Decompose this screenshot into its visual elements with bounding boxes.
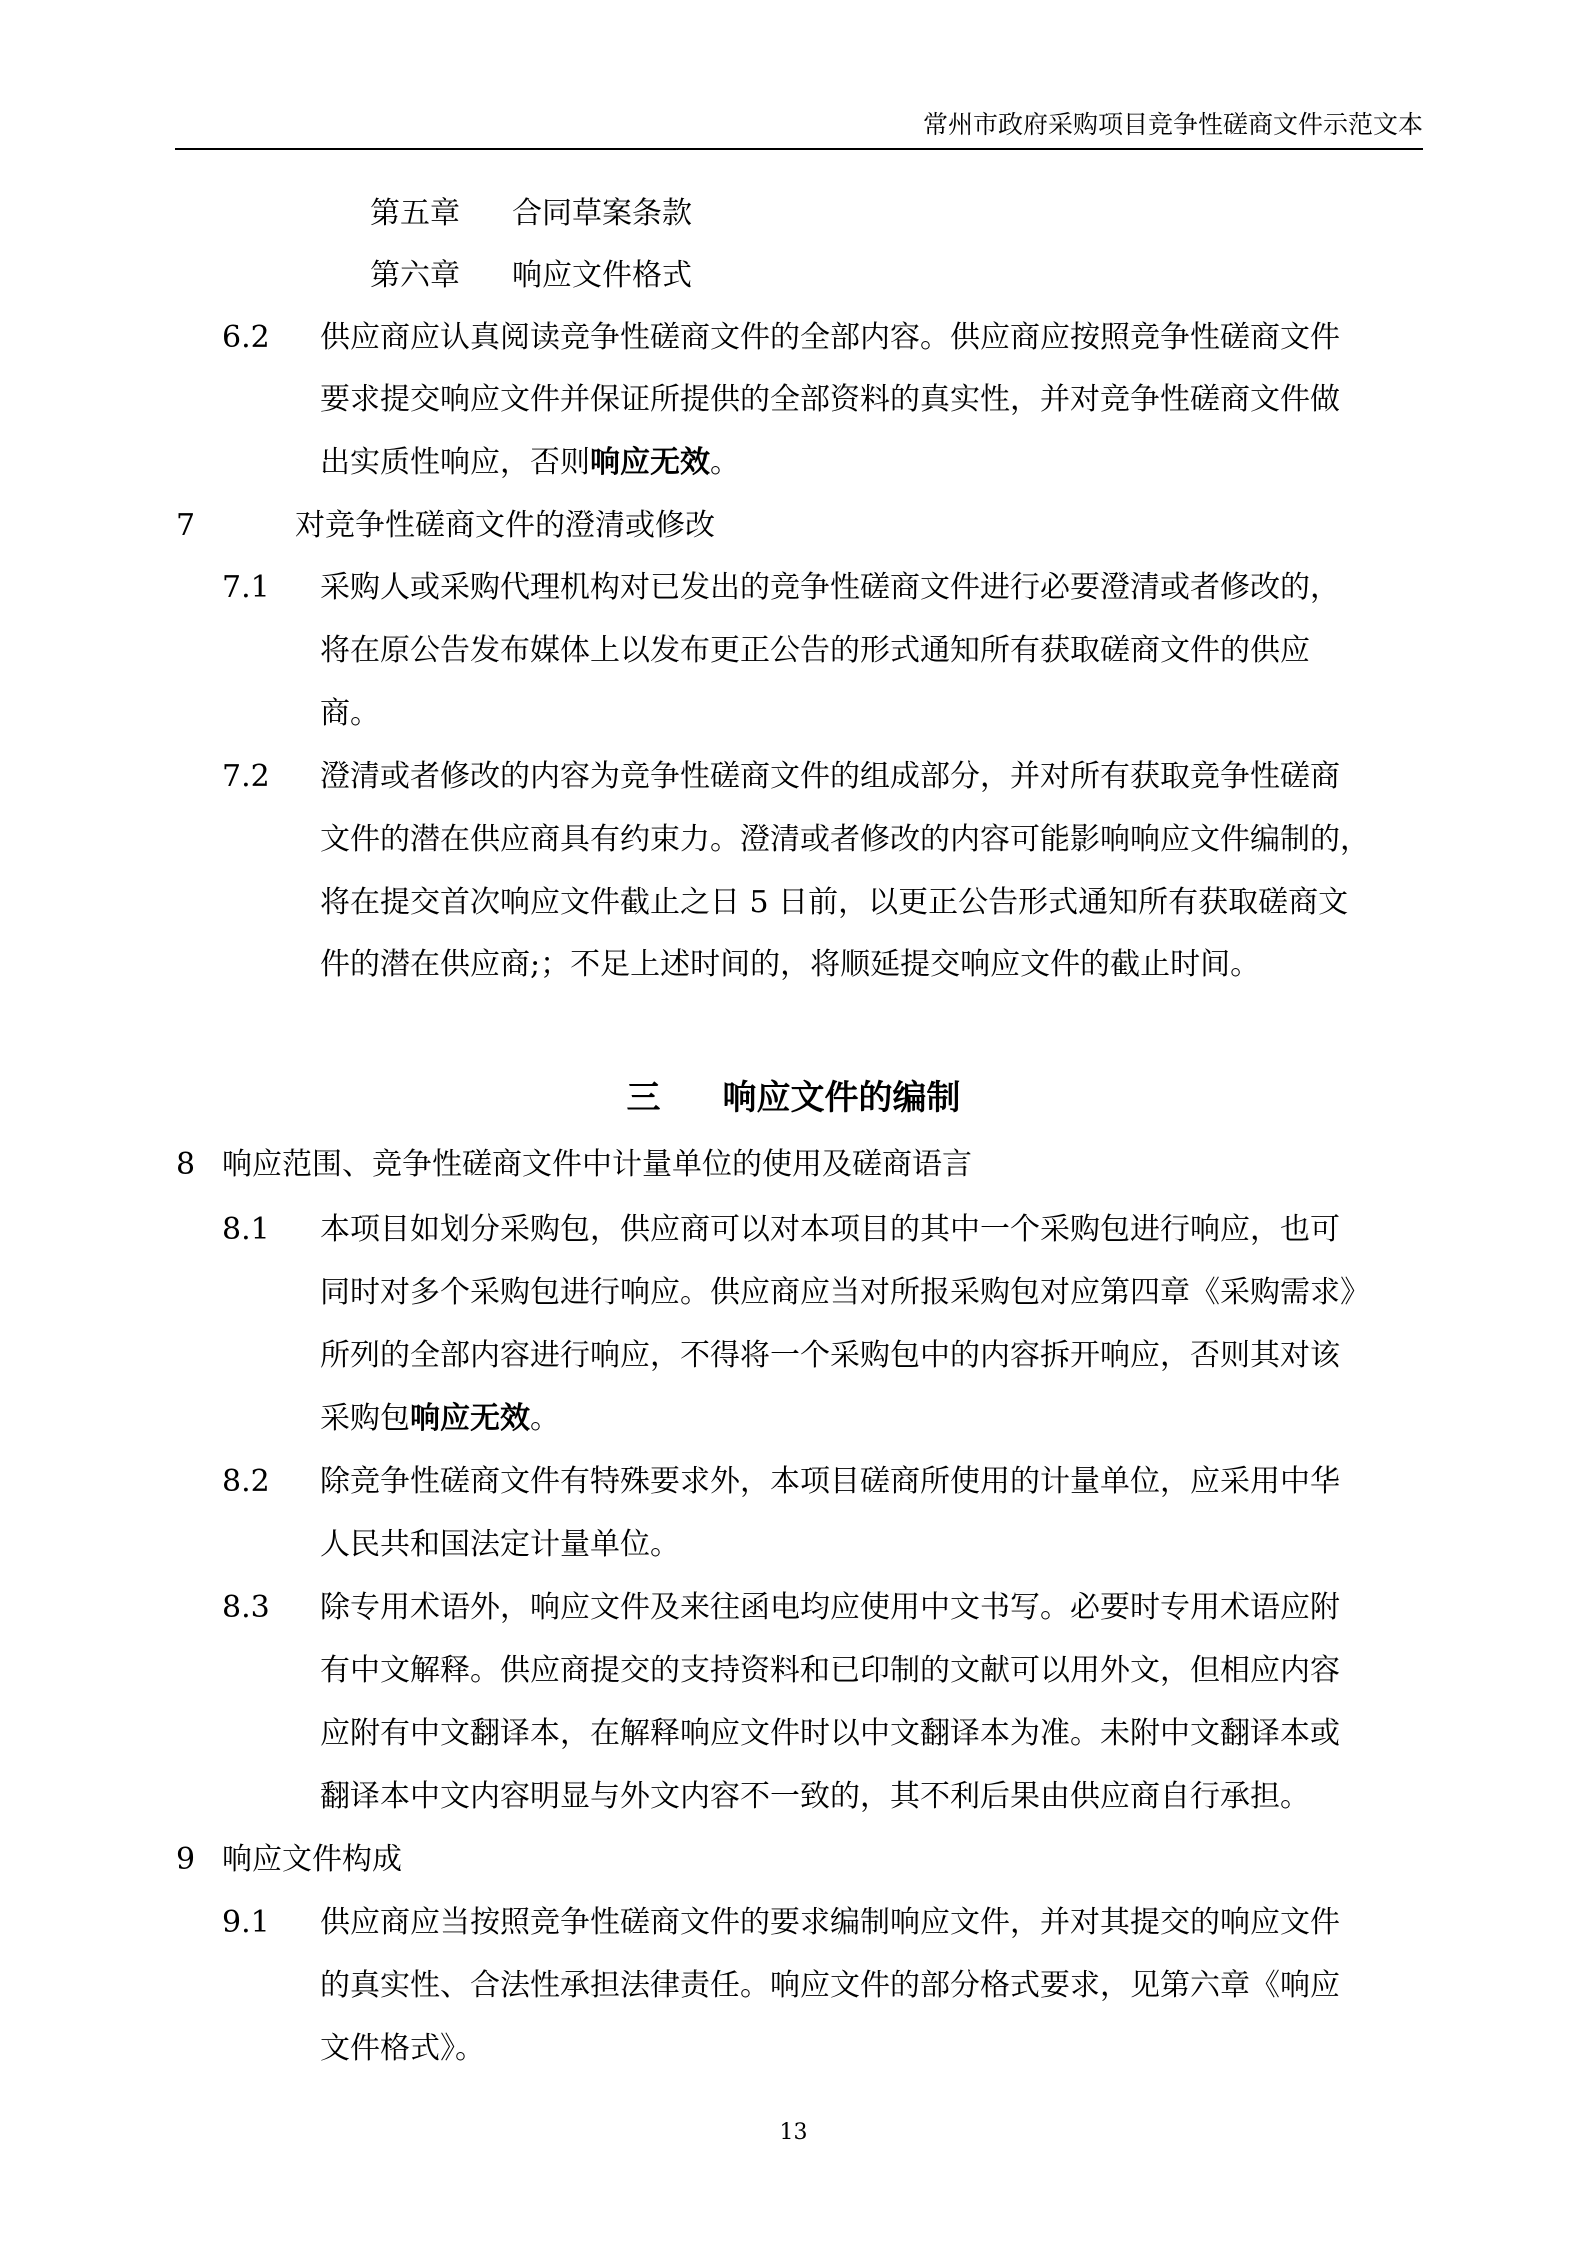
paragraph-line: 所列的全部内容进行响应，不得将一个采购包中的内容拆开响应，否则其对该	[320, 1338, 1340, 1373]
paragraph-line: 有中文解释。供应商提交的支持资料和已印制的文献可以用外文，但相应内容	[320, 1653, 1340, 1688]
clause-number: 8.2	[222, 1464, 270, 1499]
text-run: 。	[710, 445, 740, 480]
section-number: 9	[176, 1842, 196, 1877]
toc-chapter-title: 合同草案条款	[512, 196, 692, 231]
paragraph-line: 件的潜在供应商;；不足上述时间的，将顺延提交响应文件的截止时间。	[320, 947, 1261, 982]
paragraph-line: 将在提交首次响应文件截止之日 5 日前，以更正公告形式通知所有获取磋商文	[320, 885, 1349, 920]
clause-number: 8.3	[222, 1590, 270, 1625]
toc-item-chapter-5	[370, 194, 692, 234]
page-number: 13	[779, 2120, 808, 2145]
part-title: 响应文件的编制	[722, 1078, 961, 1118]
toc-chapter-label: 第五章	[370, 196, 460, 231]
section-title: 对竞争性磋商文件的澄清或修改	[295, 508, 715, 543]
paragraph-line: 文件的潜在供应商具有约束力。澄清或者修改的内容可能影响响应文件编制的，	[320, 822, 1370, 857]
paragraph-line: 文件格式》。	[320, 2031, 485, 2066]
paragraph-line: 应附有中文翻译本，在解释响应文件时以中文翻译本为准。未附中文翻译本或	[320, 1716, 1340, 1751]
text-run: 。	[530, 1401, 560, 1436]
paragraph-line: 要求提交响应文件并保证所提供的全部资料的真实性，并对竞争性磋商文件做	[320, 382, 1340, 417]
paragraph-line: 的真实性、合法性承担法律责任。响应文件的部分格式要求，见第六章《响应	[320, 1968, 1340, 2003]
running-header: 常州市政府采购项目竞争性磋商文件示范文本	[922, 110, 1423, 139]
toc-chapter-label: 第六章	[370, 258, 460, 293]
toc-item-chapter-6	[370, 256, 692, 296]
emphasis-text: 响应无效	[590, 445, 710, 480]
text-run: 出实质性响应，否则	[320, 445, 590, 480]
clause-number: 9.1	[222, 1905, 270, 1940]
section-title: 响应范围、竞争性磋商文件中计量单位的使用及磋商语言	[222, 1147, 972, 1182]
toc-chapter-title: 响应文件格式	[512, 258, 692, 293]
paragraph-line: 供应商应当按照竞争性磋商文件的要求编制响应文件，并对其提交的响应文件	[320, 1905, 1340, 1940]
section-number: 7	[176, 508, 196, 543]
paragraph-line: 将在原公告发布媒体上以发布更正公告的形式通知所有获取磋商文件的供应	[320, 633, 1310, 668]
paragraph-line: 采购人或采购代理机构对已发出的竞争性磋商文件进行必要澄清或者修改的，	[320, 570, 1340, 605]
paragraph-line: 同时对多个采购包进行响应。供应商应当对所报采购包对应第四章《采购需求》	[320, 1275, 1370, 1310]
clause-number: 7.1	[222, 570, 270, 605]
clause-number: 6.2	[222, 320, 270, 355]
clause-number: 7.2	[222, 759, 270, 794]
paragraph-line	[320, 443, 740, 483]
paragraph-line: 人民共和国法定计量单位。	[320, 1527, 680, 1562]
paragraph-line: 本项目如划分采购包，供应商可以对本项目的其中一个采购包进行响应，也可	[320, 1212, 1340, 1247]
emphasis-text: 响应无效	[410, 1401, 530, 1436]
section-title: 响应文件构成	[222, 1842, 402, 1877]
paragraph-line: 除竞争性磋商文件有特殊要求外，本项目磋商所使用的计量单位，应采用中华	[320, 1464, 1340, 1499]
paragraph-line: 除专用术语外，响应文件及来往函电均应使用中文书写。必要时专用术语应附	[320, 1590, 1340, 1625]
paragraph-line: 澄清或者修改的内容为竞争性磋商文件的组成部分，并对所有获取竞争性磋商	[320, 759, 1340, 794]
paragraph-line: 翻译本中文内容明显与外文内容不一致的，其不利后果由供应商自行承担。	[320, 1779, 1310, 1814]
part-heading	[0, 1076, 1587, 1120]
paragraph-line: 商。	[320, 696, 380, 731]
text-run: 采购包	[320, 1401, 410, 1436]
part-number: 三	[626, 1078, 661, 1118]
paragraph-line: 供应商应认真阅读竞争性磋商文件的全部内容。供应商应按照竞争性磋商文件	[320, 320, 1340, 355]
section-number: 8	[176, 1147, 196, 1182]
paragraph-line	[320, 1399, 560, 1439]
clause-number: 8.1	[222, 1212, 270, 1247]
header-rule	[175, 148, 1423, 150]
